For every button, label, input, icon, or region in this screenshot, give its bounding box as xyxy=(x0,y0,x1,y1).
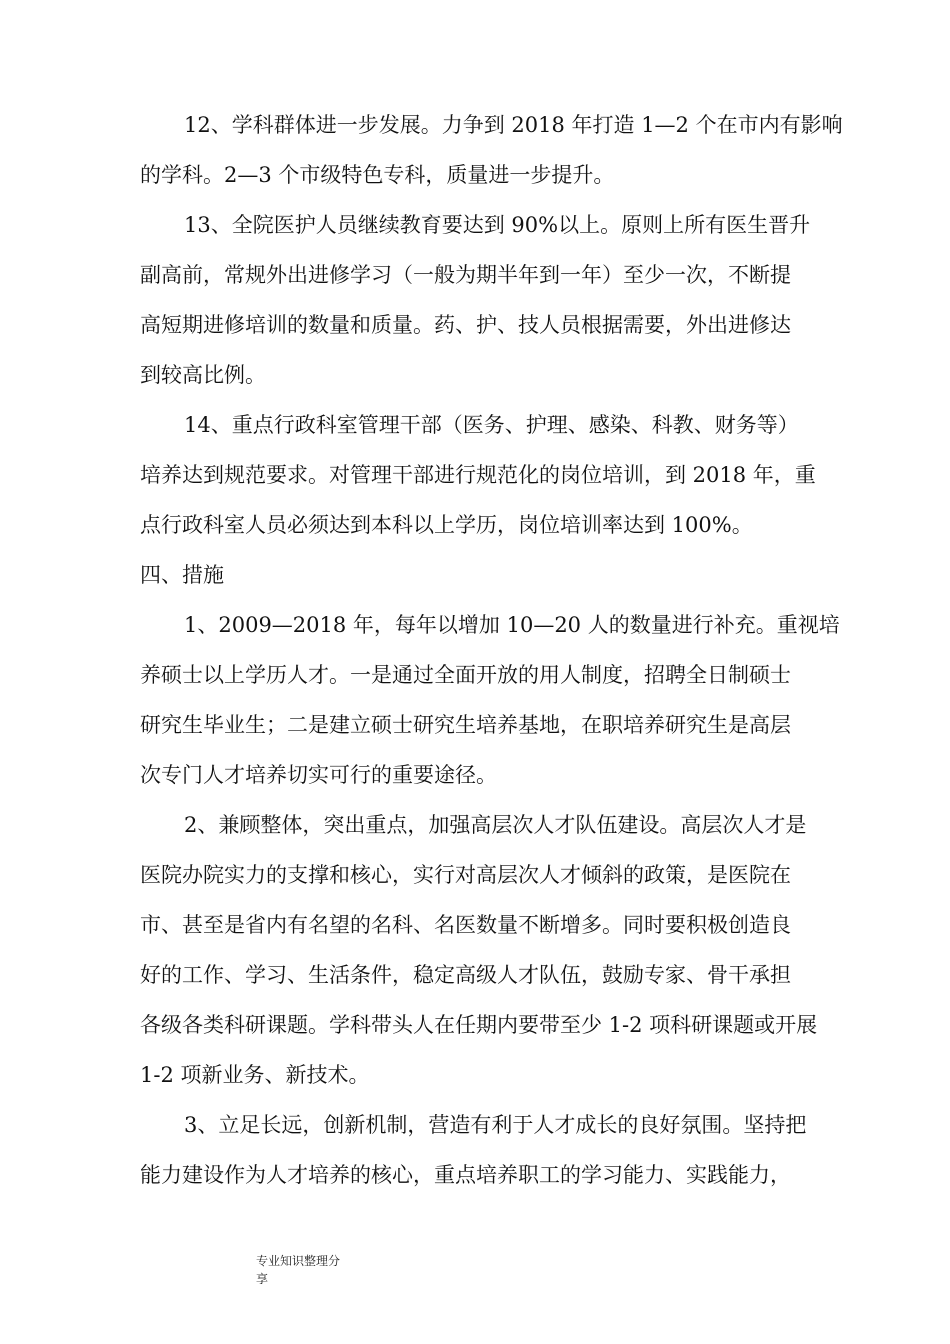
text-line: 14、重点行政科室管理干部（医务、护理、感染、科教、财务等） xyxy=(184,413,799,437)
heading-text: 四、措施 xyxy=(140,563,224,587)
text-line: 高短期进修培训的数量和质量。药、护、技人员根据需要，外出进修达 xyxy=(140,313,791,337)
text-line: 13、全院医护人员继续教育要达到 90%以上。原则上所有医生晋升 xyxy=(184,213,811,237)
text-line: 的学科。2—3 个市级特色专科，质量进一步提升。 xyxy=(140,163,615,187)
page-footer xyxy=(256,1252,366,1288)
text-line: 到较高比例。 xyxy=(140,363,266,387)
text-line: 能力建设作为人才培养的核心，重点培养职工的学习能力、实践能力， xyxy=(140,1163,791,1187)
text-line: 研究生毕业生；二是建立硕士研究生培养基地，在职培养研究生是高层 xyxy=(140,713,791,737)
text-line: 2、兼顾整体，突出重点，加强高层次人才队伍建设。高层次人才是 xyxy=(184,813,807,837)
paragraph-item-12 xyxy=(140,100,843,200)
text-line: 培养达到规范要求。对管理干部进行规范化的岗位培训，到 2018 年，重 xyxy=(140,463,816,487)
text-line: 市、甚至是省内有名望的名科、名医数量不断增多。同时要积极创造良 xyxy=(140,913,791,937)
text-line: 3、立足长远，创新机制，营造有利于人才成长的良好氛围。坚持把 xyxy=(184,1113,807,1137)
footer-text-line: 专业知识整理分 xyxy=(256,1254,341,1268)
text-line: 好的工作、学习、生活条件，稳定高级人才队伍，鼓励专家、骨干承担 xyxy=(140,963,791,987)
measure-item-1 xyxy=(140,600,840,800)
document-body xyxy=(140,100,843,1200)
text-line: 各级各类科研课题。学科带头人在任期内要带至少 1-2 项科研课题或开展 xyxy=(140,1013,818,1037)
text-line: 1、2009—2018 年，每年以增加 10—20 人的数量进行补充。重视培 xyxy=(184,613,840,637)
measure-item-3 xyxy=(140,1100,820,1200)
text-line: 1-2 项新业务、新技术。 xyxy=(140,1063,370,1087)
measure-item-2 xyxy=(140,800,820,1100)
paragraph-item-13 xyxy=(140,200,820,400)
text-line: 点行政科室人员必须达到本科以上学历，岗位培训率达到 100%。 xyxy=(140,513,753,537)
text-line: 12、学科群体进一步发展。力争到 2018 年打造 1—2 个在市内有影响 xyxy=(184,113,843,137)
footer-text-line: 享 xyxy=(256,1272,269,1286)
paragraph-item-14 xyxy=(140,400,820,550)
section-heading-measures xyxy=(140,550,820,600)
text-line: 副高前，常规外出进修学习（一般为期半年到一年）至少一次，不断提 xyxy=(140,263,791,287)
text-line: 医院办院实力的支撑和核心，实行对高层次人才倾斜的政策，是医院在 xyxy=(140,863,791,887)
text-line: 次专门人才培养切实可行的重要途径。 xyxy=(140,763,497,787)
text-line: 养硕士以上学历人才。一是通过全面开放的用人制度，招聘全日制硕士 xyxy=(140,663,791,687)
